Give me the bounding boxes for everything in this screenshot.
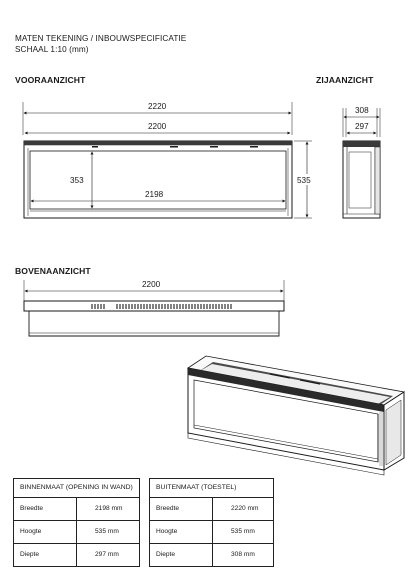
row-label: Breedte [150, 498, 213, 520]
row-label: Diepte [14, 544, 77, 566]
row-label: Hoogte [14, 521, 77, 543]
top-view-label: BOVENAANZICHT [15, 266, 91, 276]
outer-dimensions-table [149, 478, 274, 567]
table-row [14, 521, 139, 544]
table-row [150, 544, 273, 566]
dim-535: 535 [297, 176, 311, 185]
front-view-label: VOORAANZICHT [15, 75, 86, 85]
inner-dimensions-table [13, 478, 140, 567]
table-row [14, 544, 139, 566]
table-row [150, 521, 273, 544]
row-label: Breedte [14, 498, 77, 520]
inner-table-title: BINNENMAAT (OPENING IN WAND) [14, 479, 139, 498]
dim-353: 353 [70, 176, 84, 185]
dim-2220: 2220 [148, 102, 167, 111]
row-value: 297 mm [95, 551, 119, 558]
row-value: 2198 mm [95, 505, 123, 512]
dim-2200: 2200 [148, 122, 167, 131]
table-row [150, 498, 273, 521]
dim-top-2200: 2200 [142, 280, 161, 289]
row-value: 535 mm [231, 528, 255, 535]
drawing-scale: SCHAAL 1:10 (mm) [15, 45, 89, 54]
glass-opening [30, 151, 286, 209]
outer-table-title: BUITENMAAT (TOESTEL) [150, 479, 273, 498]
isometric-view [188, 356, 404, 475]
table-row [14, 498, 139, 521]
side-body-outline [343, 141, 380, 218]
front-view [23, 102, 312, 218]
side-view-label: ZIJAANZICHT [316, 75, 374, 85]
vent-grille [92, 304, 231, 309]
front-body-outline [24, 141, 292, 218]
top-trim [24, 141, 292, 145]
dim-2198: 2198 [145, 190, 164, 199]
row-value: 535 mm [95, 528, 119, 535]
dim-308: 308 [355, 106, 369, 115]
dim-297: 297 [355, 122, 369, 131]
row-label: Hoogte [150, 521, 213, 543]
row-label: Diepte [150, 544, 213, 566]
top-body-outline [24, 301, 284, 311]
drawing-title: MATEN TEKENING / INBOUWSPECIFICATIE [15, 34, 187, 43]
row-value: 308 mm [231, 551, 255, 558]
row-value: 2220 mm [231, 505, 259, 512]
